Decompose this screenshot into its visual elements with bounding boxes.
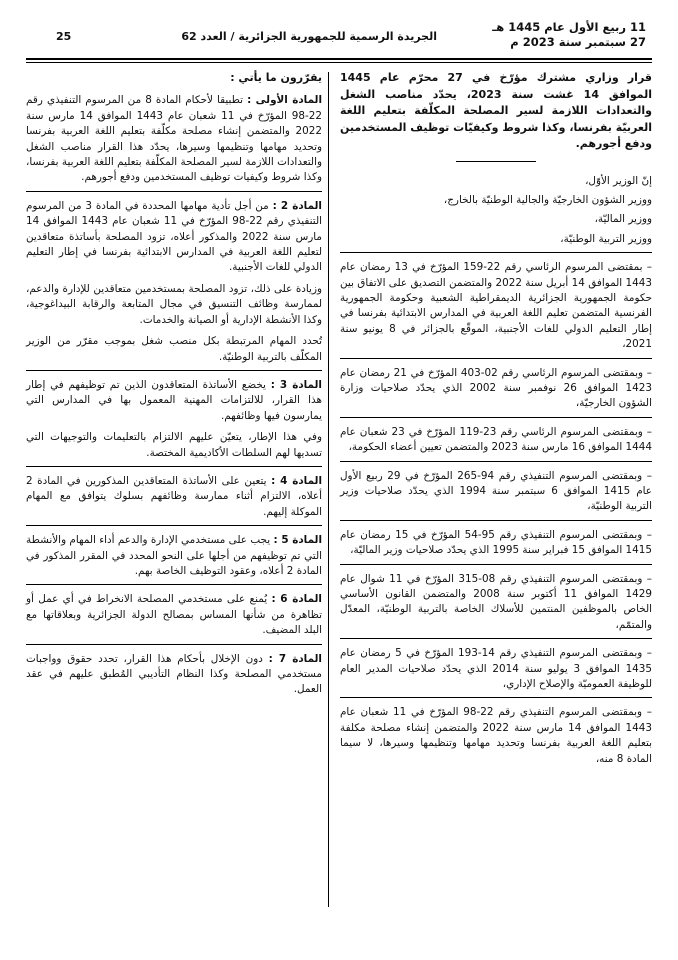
visa-paragraph: – وبمقتضى المرسوم التنفيذي رقم 95-54 المؤرّخ في 15 رمضان عام 1415 الموافق 15 فبراير سنة 1995 الذي يحدّد صلاحيات وزير الماليّة، [340, 528, 652, 557]
minister-line: ووزير التربية الوطنيّة، [560, 232, 652, 245]
article-2 [26, 199, 322, 276]
visa-paragraph: – وبمقتضى المرسوم التنفيذي رقم 94-265 المؤرّخ في 29 ربيع الأول عام 1415 الموافق 6 سبتمبر سنة 1994 الذي يحدّد صلاحيات وزير التربية الوطنيّة، [340, 469, 652, 513]
separator [26, 584, 322, 585]
separator [26, 644, 322, 645]
separator [340, 417, 652, 418]
right-column [340, 70, 652, 767]
visa-paragraph: – وبمقتضى المرسوم التنفيذي رقم 22-98 المؤرّخ في 11 شعبان عام 1443 الموافق 14 مارس سنة 2022 والمتضمن إنشاء مصلحة مكلفة بتعليم اللغة العربية بفرنسا وتحديد مهامها وتنظيمها وسيرها، لا سيما المادة 8 منه، [340, 706, 652, 765]
article-text: يُمنع على مستخدمي المصلحة الانخراط في أي عمل أو تظاهرة من شأنها المساس بمصالح الدولة الجزائرية وبعلاقاتها مع البلد المضيف. [26, 593, 322, 637]
minister-line: إنّ الوزير الأوّل، [585, 174, 652, 187]
left-column [26, 70, 322, 698]
separator [340, 252, 652, 253]
article-label: المادة الأولى : [247, 94, 322, 107]
header-journal-title: الجريدة الرسمية للجمهورية الجزائرية / العدد 62 [181, 30, 437, 43]
article-text: يتعين على الأساتذة المتعاقدين المذكورين في المادة 2 أعلاه، الالتزام أثناء ممارسة وظائفهم بسلوك يتوافق مع المهام الموكلة إليهم. [26, 474, 322, 518]
ministers-list [340, 174, 652, 248]
text-columns [26, 70, 652, 940]
separator [26, 191, 322, 192]
article-3 [26, 378, 322, 424]
visa-paragraph: – وبمقتضى المرسوم الرئاسي رقم 23-119 المؤرّخ في 23 شعبان عام 1444 الموافق 16 مارس سنة 2023 والمتضمن تعيين أعضاء الحكومة، [340, 425, 652, 454]
article-text: من أجل تأدية مهامها المحددة في المادة 3 من المرسوم التنفيذي رقم 22-98 المؤرّخ في 11 شعبان عام 1443 الموافق 14 مارس سنة 2022 والمذكور أعلاه، تزود المصلحة بأساتذة متعاقدين لتعليم اللغة العربية في المدارس الابتدائية بفرنسا في إطار التعليم الدولي للغات الأجنبية. [26, 199, 322, 274]
article-text: يخضع الأساتذة المتعاقدون الذين تم توظيفهم في إطار هذا القرار، للالتزامات المهنية المعمول بها في المدارس التي يمارسون فيها وظائفهم. [26, 378, 322, 422]
page-header [26, 18, 652, 60]
article-text: تطبيقا لأحكام المادة 8 من المرسوم التنفيذي رقم 22-98 المؤرّخ في 11 شعبان عام 1443 الموافق 14 مارس سنة 2022 والمتضمن إنشاء مصلحة مكلّفة بتعليم اللغة العربية بفرنسا وتحديد مهامها وتنظيمها وسيرها، يحدّد هذا القرار مناصب الشغل والتعدادات اللازمة لسير المصلحة المكلّفة بتعليم اللغة العربية بفرنسا، وكذا شروط وكيفيات توظيف المستخدمين ودفع أجورهم. [26, 94, 322, 184]
separator [26, 525, 322, 526]
article-text: يجب على مستخدمي الإدارة والدعم أداء المهام والأنشطة التي تم توظيفهم من أجلها على النحو المحدد في المقرر المذكور في المادة 2 أعلاه، وعقود التوظيف الخاصة بهم. [26, 534, 322, 577]
article-label: المادة 6 : [271, 593, 322, 606]
minister-line: ووزير الماليّة، [594, 213, 652, 226]
article-label: المادة 5 : [273, 534, 323, 547]
separator [26, 466, 322, 467]
separator [340, 520, 652, 521]
article-label: المادة 3 : [270, 378, 322, 391]
decree-title: قرار وزاري مشترك مؤرّخ في 27 محرّم عام 1445 الموافق 14 غشت سنة 2023، يحدّد مناصب الشغل والتعدادات اللازمة لسير المصلحة المكلّفة بتعليم اللغة العربيّة بفرنسا، وكذا شروط وكيفيّات توظيف المستخدمين ودفع أجورهم. [340, 71, 652, 150]
column-divider [328, 72, 329, 907]
separator [340, 564, 652, 565]
visa-paragraph: – وبمقتضى المرسوم الرئاسي رقم 02-403 المؤرّخ في 21 رمضان عام 1423 الموافق 26 نوفمبر سنة 2002 الذي يحدّد صلاحيات وزارة الشؤون الخارجيّة، [340, 366, 652, 410]
title-rule [456, 161, 536, 162]
article-4 [26, 474, 322, 520]
article-label: المادة 2 : [272, 199, 322, 212]
page-number: 25 [56, 30, 72, 43]
article-paragraph: وزيادة على ذلك، تزود المصلحة بمستخدمين متعاقدين للإدارة والدعم، لممارسة وظائف التنسيق في مجال المتابعة والرقابة البيداغوجية، وكذا الأنشطة الإدارية أو الصيانة والخدمات. [26, 282, 322, 326]
article-label: المادة 7 : [268, 652, 322, 665]
header-date-gregorian: 27 سبتمبر سنة 2023 م [510, 35, 646, 49]
article-1 [26, 93, 322, 185]
visa-paragraph: – بمقتضى المرسوم الرئاسي رقم 22-159 المؤرّخ في 13 رمضان عام 1443 الموافق 14 أبريل سنة 2022 والمتضمن التصديق على الاتفاق بين حكومة الجمهورية الجزائرية الديمقراطية الشعبية وحكومة الجمهورية الفرنسية المتضمن تعليم اللغة العربية في المدارس الابتدائية بفرنسا في إطار التعليم الدولي للغات الأجنبية، الموقّع بالجزائر في 8 يونيو سنة 2021، [340, 261, 652, 351]
separator [340, 638, 652, 639]
separator [340, 461, 652, 462]
article-5 [26, 533, 322, 579]
header-date [492, 20, 646, 50]
header-date-hijri: 11 ربيع الأول عام 1445 هـ [492, 20, 646, 34]
minister-line: ووزير الشؤون الخارجيّة والجالية الوطنيّة بالخارج، [443, 193, 652, 206]
header-rule [26, 62, 652, 63]
article-7 [26, 652, 322, 698]
visa-paragraph: – وبمقتضى المرسوم التنفيذي رقم 14-193 المؤرّخ في 5 رمضان عام 1435 الموافق 3 يوليو سنة 2014 الذي يحدّد صلاحيات المدير العام للوظيفة العموميّة والإصلاح الإداري، [340, 647, 653, 691]
article-text: دون الإخلال بأحكام هذا القرار، تحدد حقوق وواجبات مستخدمي المصلحة وكذا النظام التأديبي المُطبق عليهم في عقد العمل. [26, 652, 322, 696]
decision-heading: يقرّرون ما يأتي : [230, 71, 322, 84]
article-paragraph: تُحدد المهام المرتبطة بكل منصب شغل بموجب مقرّر من الوزير المكلّف بالتربية الوطنيّة. [26, 335, 322, 363]
separator [26, 370, 322, 371]
separator [340, 697, 652, 698]
article-6 [26, 592, 322, 638]
separator [340, 358, 652, 359]
article-label: المادة 4 : [271, 474, 323, 487]
article-paragraph: وفي هذا الإطار، يتعيّن عليهم الالتزام بالتعليمات والتوجيهات التي تسديها لهم السلطات الأكاديمية المختصة. [26, 431, 322, 459]
visa-paragraph: – وبمقتضى المرسوم التنفيذي رقم 08-315 المؤرّخ في 11 شوال عام 1429 الموافق 11 أكتوبر سنة 2008 والمتضمن القانون الأساسي الخاص بالموظفين المنتمين للأسلاك الخاصة بالتربية الوطنيّة، المعدّل والمتمّم، [340, 572, 652, 631]
